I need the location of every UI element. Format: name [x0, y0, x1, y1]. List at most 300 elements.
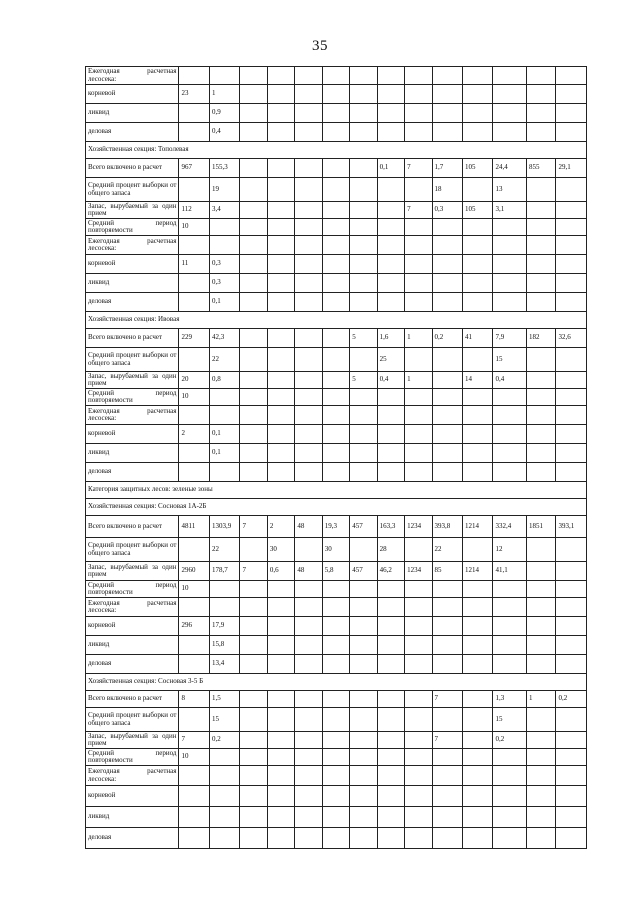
table-cell [493, 67, 527, 85]
table-cell [556, 786, 587, 807]
table-cell [295, 159, 322, 178]
table-cell [527, 255, 556, 274]
table-cell [267, 67, 294, 85]
table-cell [556, 123, 587, 142]
table-cell [463, 828, 493, 849]
table-row [86, 598, 587, 617]
table-cell [377, 581, 404, 598]
table-cell [322, 708, 349, 732]
table-cell [209, 786, 239, 807]
table-cell: 1851 [527, 516, 556, 538]
table-cell: 393,8 [432, 516, 462, 538]
table-cell [295, 617, 322, 636]
table-cell [322, 425, 349, 444]
table-cell [463, 274, 493, 293]
table-cell: 0,2 [556, 691, 587, 708]
table-cell: 7 [405, 202, 432, 219]
table-cell [463, 123, 493, 142]
table-cell [267, 219, 294, 236]
table-cell [527, 708, 556, 732]
table-cell [405, 444, 432, 463]
table-cell [432, 348, 462, 372]
table-cell [350, 202, 377, 219]
table-row [86, 562, 587, 581]
table-cell [322, 329, 349, 348]
table-cell [240, 293, 267, 312]
row-label: Средний период повторяемости [86, 749, 179, 766]
table-cell [267, 425, 294, 444]
table-cell: 29,1 [556, 159, 587, 178]
row-label: Средний процент выборки от общего запаса [86, 538, 179, 562]
table-cell [322, 655, 349, 674]
table-cell [405, 708, 432, 732]
table-cell [179, 463, 209, 482]
table-cell [350, 786, 377, 807]
table-cell: 15 [493, 708, 527, 732]
table-cell [267, 178, 294, 202]
table-cell [295, 236, 322, 255]
table-cell [377, 617, 404, 636]
table-cell [179, 807, 209, 828]
table-cell [405, 236, 432, 255]
table-cell: 32,6 [556, 329, 587, 348]
table-cell [267, 732, 294, 749]
table-cell: 15 [493, 348, 527, 372]
section-row [86, 142, 587, 159]
table-cell [209, 67, 239, 85]
table-cell: 0,3 [209, 255, 239, 274]
table-cell [295, 202, 322, 219]
table-cell [463, 293, 493, 312]
table-row [86, 766, 587, 786]
table-cell [432, 85, 462, 104]
table-row [86, 828, 587, 849]
table-row [86, 708, 587, 732]
row-label: ликвид [86, 274, 179, 293]
table-cell [405, 178, 432, 202]
table-row [86, 348, 587, 372]
table-cell: 48 [295, 516, 322, 538]
table-cell [377, 104, 404, 123]
table-cell [527, 538, 556, 562]
table-cell [240, 202, 267, 219]
table-cell [322, 636, 349, 655]
table-cell [556, 219, 587, 236]
table-cell [463, 425, 493, 444]
table-cell [527, 348, 556, 372]
row-label: Всего включено в расчет [86, 159, 179, 178]
table-cell [267, 293, 294, 312]
table-row [86, 691, 587, 708]
table-cell [322, 293, 349, 312]
table-cell [432, 581, 462, 598]
table-cell: 0,3 [432, 202, 462, 219]
table-cell [405, 538, 432, 562]
table-cell [493, 406, 527, 425]
table-cell [295, 732, 322, 749]
table-cell [377, 828, 404, 849]
table-cell: 8 [179, 691, 209, 708]
table-cell [295, 691, 322, 708]
table-cell [493, 255, 527, 274]
table-cell [405, 786, 432, 807]
table-row [86, 655, 587, 674]
table-row [86, 236, 587, 255]
table-cell [350, 104, 377, 123]
table-cell [432, 274, 462, 293]
table-cell: 12 [493, 538, 527, 562]
row-label: деловая [86, 463, 179, 482]
table-cell: 1214 [463, 562, 493, 581]
table-cell [295, 708, 322, 732]
table-cell: 19,3 [322, 516, 349, 538]
table-cell [267, 104, 294, 123]
table-cell: 23 [179, 85, 209, 104]
table-cell [377, 732, 404, 749]
table-cell [432, 123, 462, 142]
table-cell [493, 655, 527, 674]
table-cell [240, 425, 267, 444]
table-cell [322, 732, 349, 749]
table-cell [405, 598, 432, 617]
table-cell [527, 766, 556, 786]
table-cell [240, 766, 267, 786]
table-cell [267, 348, 294, 372]
table-cell [179, 348, 209, 372]
table-cell [240, 255, 267, 274]
table-cell [432, 749, 462, 766]
row-label: корневой [86, 786, 179, 807]
table-cell [463, 708, 493, 732]
table-cell [295, 274, 322, 293]
table-cell [209, 406, 239, 425]
table-cell [322, 348, 349, 372]
table-cell [377, 389, 404, 406]
table-cell [527, 67, 556, 85]
table-cell [322, 274, 349, 293]
table-cell [432, 389, 462, 406]
table-row [86, 123, 587, 142]
table-cell [295, 329, 322, 348]
row-label: Ежегодная расчетная лесосека: [86, 406, 179, 425]
table-cell [405, 389, 432, 406]
table-cell: 105 [463, 202, 493, 219]
table-cell [493, 749, 527, 766]
table-cell [556, 389, 587, 406]
table-cell [377, 255, 404, 274]
table-cell [432, 708, 462, 732]
table-row [86, 372, 587, 389]
table-cell [463, 463, 493, 482]
table-cell [267, 444, 294, 463]
table-cell [556, 598, 587, 617]
table-cell [377, 708, 404, 732]
table-cell [377, 202, 404, 219]
table-cell [377, 691, 404, 708]
table-cell: 0,4 [493, 372, 527, 389]
table-cell: 1,6 [377, 329, 404, 348]
table-cell [556, 85, 587, 104]
table-cell [405, 348, 432, 372]
table-cell [463, 85, 493, 104]
table-cell: 0,1 [209, 293, 239, 312]
row-label: корневой [86, 85, 179, 104]
table-cell [267, 708, 294, 732]
table-cell [493, 274, 527, 293]
table-cell [556, 562, 587, 581]
table-cell [556, 372, 587, 389]
table-cell [493, 581, 527, 598]
table-cell [463, 766, 493, 786]
table-cell [432, 219, 462, 236]
table-cell [493, 444, 527, 463]
table-cell [463, 807, 493, 828]
table-cell [527, 293, 556, 312]
table-cell [350, 425, 377, 444]
section-title: Хозяйственная секция: Тополевая [86, 142, 587, 159]
table-cell [240, 123, 267, 142]
table-cell: 10 [179, 749, 209, 766]
table-cell [295, 766, 322, 786]
table-row [86, 406, 587, 425]
table-cell [295, 255, 322, 274]
table-cell [350, 828, 377, 849]
table-cell: 3,1 [493, 202, 527, 219]
table-cell [240, 828, 267, 849]
table-cell [322, 598, 349, 617]
table-cell [377, 274, 404, 293]
table-cell [179, 828, 209, 849]
table-cell: 19 [209, 178, 239, 202]
row-label: Запас, вырубаемый за один прием [86, 372, 179, 389]
row-label: ликвид [86, 104, 179, 123]
table-cell [493, 786, 527, 807]
table-cell [179, 708, 209, 732]
table-cell: 0,1 [377, 159, 404, 178]
table-cell [240, 786, 267, 807]
table-cell [405, 104, 432, 123]
row-label: корневой [86, 617, 179, 636]
table-cell: 1 [405, 329, 432, 348]
table-cell: 22 [209, 538, 239, 562]
table-cell [556, 617, 587, 636]
table-cell [556, 444, 587, 463]
table-cell [267, 617, 294, 636]
table-cell [267, 766, 294, 786]
table-cell [350, 178, 377, 202]
table-cell [295, 807, 322, 828]
row-label: Средний процент выборки от общего запаса [86, 708, 179, 732]
table-cell [295, 178, 322, 202]
table-cell [179, 786, 209, 807]
table-cell [295, 581, 322, 598]
table-cell [556, 708, 587, 732]
table-cell [463, 104, 493, 123]
table-cell: 85 [432, 562, 462, 581]
table-cell [240, 538, 267, 562]
row-label: Средний период повторяемости [86, 219, 179, 236]
table-cell [405, 406, 432, 425]
table-cell [405, 617, 432, 636]
row-label: Средний период повторяемости [86, 389, 179, 406]
table-cell [527, 104, 556, 123]
table-cell: 163,3 [377, 516, 404, 538]
table-cell [240, 274, 267, 293]
table-cell [405, 828, 432, 849]
table-cell [556, 406, 587, 425]
table-cell [493, 219, 527, 236]
section-row [86, 499, 587, 516]
table-cell [295, 372, 322, 389]
row-label: деловая [86, 655, 179, 674]
table-cell [556, 636, 587, 655]
table-cell: 2960 [179, 562, 209, 581]
table-cell [267, 581, 294, 598]
table-cell [350, 617, 377, 636]
table-cell [432, 617, 462, 636]
table-cell [405, 691, 432, 708]
table-cell [350, 274, 377, 293]
table-cell [432, 406, 462, 425]
table-cell [350, 67, 377, 85]
table-row [86, 444, 587, 463]
table-cell: 7 [432, 691, 462, 708]
table-cell [432, 598, 462, 617]
table-row [86, 732, 587, 749]
table-cell [295, 67, 322, 85]
table-row [86, 749, 587, 766]
table-cell [295, 123, 322, 142]
table-cell [493, 828, 527, 849]
table-cell [350, 219, 377, 236]
table-cell [493, 104, 527, 123]
table-cell: 0,4 [377, 372, 404, 389]
table-cell: 24,4 [493, 159, 527, 178]
table-cell: 11 [179, 255, 209, 274]
table-cell [527, 178, 556, 202]
row-label: Запас, вырубаемый за один прием [86, 202, 179, 219]
row-label: Ежегодная расчетная лесосека: [86, 67, 179, 85]
row-label: Средний период повторяемости [86, 581, 179, 598]
table-cell [350, 807, 377, 828]
table-cell: 42,3 [209, 329, 239, 348]
table-cell [463, 655, 493, 674]
table-cell [405, 655, 432, 674]
table-cell: 0,3 [209, 274, 239, 293]
table-cell [350, 406, 377, 425]
table-cell: 0,4 [209, 123, 239, 142]
row-label: корневой [86, 425, 179, 444]
table-cell: 0,6 [267, 562, 294, 581]
table-cell [295, 219, 322, 236]
table-cell [267, 786, 294, 807]
table-cell [350, 708, 377, 732]
table-cell [527, 598, 556, 617]
table-cell [527, 372, 556, 389]
table-cell: 1234 [405, 562, 432, 581]
table-cell [240, 329, 267, 348]
table-cell [240, 444, 267, 463]
table-cell [527, 581, 556, 598]
table-cell [463, 178, 493, 202]
table-cell [556, 732, 587, 749]
section-row [86, 312, 587, 329]
table-cell: 1,5 [209, 691, 239, 708]
table-cell [493, 463, 527, 482]
table-cell: 155,3 [209, 159, 239, 178]
table-cell [179, 293, 209, 312]
table-cell [267, 236, 294, 255]
table-cell [240, 636, 267, 655]
table-cell [405, 766, 432, 786]
table-cell [556, 293, 587, 312]
table-cell [432, 104, 462, 123]
table-cell [350, 463, 377, 482]
table-cell [556, 749, 587, 766]
table-cell [556, 581, 587, 598]
table-cell [322, 766, 349, 786]
table-cell [267, 636, 294, 655]
table-cell [295, 463, 322, 482]
table-cell [377, 123, 404, 142]
table-cell [556, 766, 587, 786]
table-cell: 7 [405, 159, 432, 178]
table-cell [527, 202, 556, 219]
table-cell [322, 749, 349, 766]
table-cell [527, 562, 556, 581]
table-cell [295, 389, 322, 406]
table-cell [377, 85, 404, 104]
table-cell [432, 786, 462, 807]
table-cell [405, 293, 432, 312]
table-cell [463, 581, 493, 598]
table-cell [405, 732, 432, 749]
table-cell: 182 [527, 329, 556, 348]
table-cell: 1 [527, 691, 556, 708]
table-cell [350, 444, 377, 463]
table-cell: 112 [179, 202, 209, 219]
table-cell [463, 691, 493, 708]
table-cell [267, 749, 294, 766]
table-cell [556, 274, 587, 293]
table-cell [556, 807, 587, 828]
table-cell [295, 655, 322, 674]
table-cell [432, 766, 462, 786]
table-cell [350, 581, 377, 598]
table-row [86, 202, 587, 219]
table-cell [267, 463, 294, 482]
table-cell: 393,1 [556, 516, 587, 538]
table-cell [240, 598, 267, 617]
table-cell: 1 [209, 85, 239, 104]
table-cell: 0,1 [209, 425, 239, 444]
table-cell [432, 67, 462, 85]
table-cell [209, 581, 239, 598]
table-cell: 0,8 [209, 372, 239, 389]
table-cell: 332,4 [493, 516, 527, 538]
table-cell [179, 598, 209, 617]
table-cell [267, 691, 294, 708]
table-cell [463, 255, 493, 274]
table-cell [322, 85, 349, 104]
table-cell [463, 67, 493, 85]
forest-harvest-table [85, 66, 587, 849]
table-cell: 22 [432, 538, 462, 562]
table-cell [432, 444, 462, 463]
table-cell [527, 655, 556, 674]
table-cell [350, 123, 377, 142]
table-cell: 30 [322, 538, 349, 562]
